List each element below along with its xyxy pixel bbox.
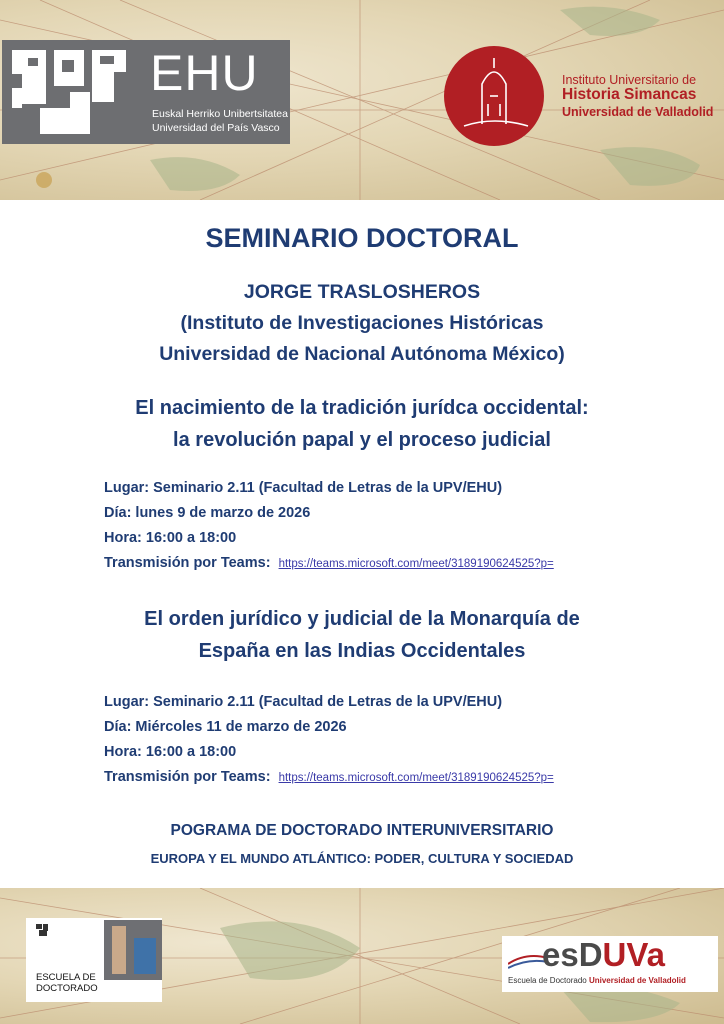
session-1-teams: [104, 551, 554, 576]
session-1-title-line1: El nacimiento de la tradición jurídca occidental:: [135, 397, 589, 419]
session-2-title: [0, 603, 724, 667]
esduva-wordmark: [542, 937, 665, 973]
session-1-title: [0, 392, 724, 456]
esduva-wordmark-esd: esD: [542, 936, 603, 973]
escuela-label-line2: DOCTORADO: [36, 983, 98, 994]
session-2-teams: [104, 765, 554, 790]
speaker-name: JORGE TRASLOSHEROS: [243, 281, 481, 303]
simancas-line2: Historia Simancas: [562, 86, 697, 104]
session-1-details: [104, 476, 554, 576]
session-2-details: [104, 690, 554, 790]
session-1-teams-label: Transmisión por Teams:: [104, 555, 271, 571]
session-1-title-line2: la revolución papal y el proceso judicial: [173, 429, 551, 451]
session-2-hora: Hora: 16:00 a 18:00: [104, 744, 237, 760]
esduva-logo: [502, 936, 718, 992]
simancas-line1: Instituto Universitario de: [562, 73, 697, 87]
simancas-logo-text: [562, 74, 722, 120]
escuela-photo-image: [104, 920, 162, 980]
page-title: SEMINARIO DOCTORAL: [205, 223, 519, 253]
upv-ehu-small-logo-icon: [36, 924, 86, 946]
speaker-block: [0, 277, 724, 370]
speaker-affiliation-1: (Instituto de Investigaciones Históricas: [180, 312, 544, 334]
session-1-teams-link[interactable]: https://teams.microsoft.com/meet/3189190624525?p=: [278, 558, 554, 570]
simancas-emblem-icon: [444, 46, 544, 146]
session-2-teams-label: Transmisión por Teams:: [104, 769, 271, 785]
program-subtitle: EUROPA Y EL MUNDO ATLÁNTICO: PODER, CULTURA Y SOCIEDAD: [150, 851, 574, 866]
ehu-subtitle-spanish: Universidad del País Vasco: [152, 122, 280, 134]
simancas-line3: Universidad de Valladolid: [562, 105, 714, 120]
ehu-name: EHU: [150, 45, 259, 101]
ehu-logo: [2, 40, 290, 144]
esduva-sub-1: Escuela de Doctorado: [508, 976, 587, 985]
program-name: POGRAMA DE DOCTORADO INTERUNIVERSITARIO: [170, 822, 554, 839]
session-2-dia: Día: Miércoles 11 de marzo de 2026: [104, 719, 347, 735]
session-2-title-line1: El orden jurídico y judicial de la Monarquía de: [144, 608, 580, 630]
session-2-lugar: Lugar: Seminario 2.11 (Facultad de Letras de la UPV/EHU): [104, 694, 503, 710]
esduva-wordmark-uva: UVa: [602, 936, 665, 973]
escuela-doctorado-logo: [26, 918, 162, 1002]
session-1-lugar: Lugar: Seminario 2.11 (Facultad de Letras de la UPV/EHU): [104, 480, 503, 496]
session-1-dia: Día: lunes 9 de marzo de 2026: [104, 505, 311, 521]
session-1-hora: Hora: 16:00 a 18:00: [104, 530, 237, 546]
session-2-title-line2: España en las Indias Occidentales: [198, 640, 526, 662]
esduva-sub-2: Universidad de Valladolid: [588, 976, 686, 985]
session-2-teams-link[interactable]: https://teams.microsoft.com/meet/3189190624525?p=: [278, 772, 554, 784]
ehu-emblem-icon: [10, 48, 128, 136]
ehu-subtitle-basque: Euskal Herriko Unibertsitatea: [152, 108, 288, 120]
escuela-label-line1: ESCUELA DE: [36, 972, 96, 983]
escuela-label: [36, 972, 98, 994]
speaker-affiliation-2: Universidad de Nacional Autónoma México): [159, 343, 565, 365]
esduva-subtitle: [508, 976, 686, 985]
